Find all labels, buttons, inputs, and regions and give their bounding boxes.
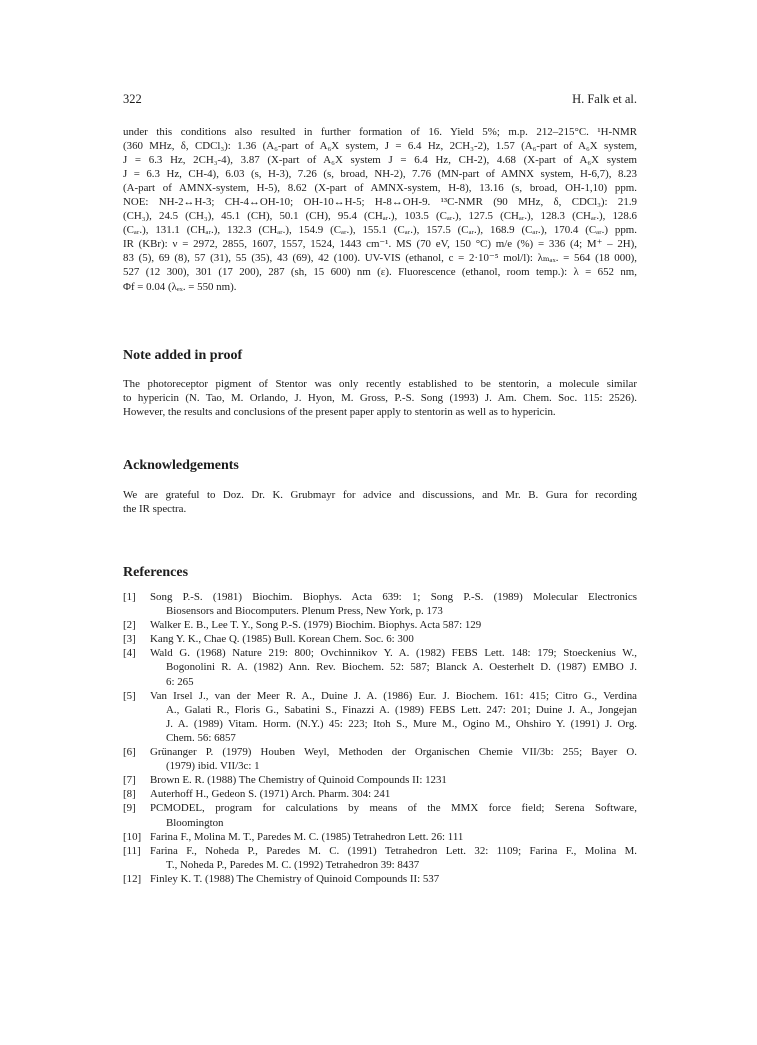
reference-line: Song P.-S. (1981) Biochim. Biophys. Acta 639: 1; Song P.-S. (1989) Molecular Electronics (150, 591, 637, 603)
reference-item (123, 646, 637, 688)
reference-item (123, 787, 637, 801)
reference-number: [9] (123, 802, 136, 815)
reference-item (123, 801, 637, 829)
reference-item (123, 745, 637, 773)
reference-number: [12] (123, 872, 142, 885)
reference-line: 6: 265 (166, 675, 194, 688)
note-heading: Note added in proof (123, 348, 243, 363)
experimental-line: (360 MHz, δ, CDCl₃): 1.36 (A₆-part of A₆X system, J = 6.4 Hz, 2CH₃-2), 1.57 (A₆-part of A₆X system, (123, 140, 637, 153)
experimental-line: (Cₐᵣ.), 131.1 (CHₐᵣ.), 132.3 (CHₐᵣ.), 154.9 (Cₐᵣ.), 155.1 (Cₐᵣ.), 157.5 (Cₐᵣ.), 168.9 (Cₐᵣ.), 170.4 (Cₐᵣ.) ppm. (123, 224, 637, 237)
reference-line: Farina F., Molina M. T., Paredes M. C. (1985) Tetrahedron Lett. 26: 111 (150, 830, 464, 843)
reference-number: [1] (123, 591, 136, 603)
reference-line: Chem. 56: 6857 (166, 731, 236, 744)
reference-number: [5] (123, 689, 136, 702)
experimental-line: (CH₃), 24.5 (CH₃), 45.1 (CH), 50.1 (CH), 95.4 (CHₐᵣ.), 103.5 (Cₐᵣ.), 127.5 (CHₐᵣ.), 128.3 (CHₐᵣ.), 128.6 (123, 210, 637, 223)
reference-line: A., Galati R., Floris G., Sabatini S., Finazzi A. (1989) FEBS Lett. 247: 201; Duine J. A., Jongejan (166, 703, 637, 716)
reference-item (123, 618, 637, 632)
acknowledgements-line: the IR spectra. (123, 503, 187, 516)
reference-item (123, 689, 637, 745)
reference-line: Farina F., Noheda P., Paredes M. C. (1991) Tetrahedron Lett. 32: 1109; Farina F., Molina M. (150, 844, 637, 857)
experimental-line: NOE: NH-2↔H-3; CH-4↔OH-10; OH-10↔H-5; H-8↔OH-9. ¹³C-NMR (90 MHz, δ, CDCl₃): 21.9 (123, 196, 637, 209)
reference-line: Brown E. R. (1988) The Chemistry of Quinoid Compounds II: 1231 (150, 774, 447, 787)
reference-number: [8] (123, 788, 136, 801)
experimental-line: 83 (5), 69 (8), 57 (31), 55 (35), 43 (69), 42 (100). UV-VIS (ethanol, c = 2·10⁻⁵ mol/l): λₘₐₓ. = 564 (18 000), (123, 252, 637, 265)
reference-line: Finley K. T. (1988) The Chemistry of Quinoid Compounds II: 537 (150, 872, 440, 885)
reference-line: (1979) ibid. VII/3c: 1 (166, 760, 260, 773)
reference-number: [10] (123, 830, 142, 843)
reference-line: Bloomington (166, 816, 224, 829)
acknowledgements-paragraph (123, 488, 637, 516)
reference-list (123, 590, 637, 886)
experimental-line: J = 6.3 Hz, CH-4), 6.03 (s, H-3), 7.26 (s, broad, NH-2), 7.76 (MN-part of AMNX system, H-6,7), 8.23 (123, 168, 637, 181)
experimental-line: (A-part of AMNX-system, H-5), 8.62 (X-part of AMNX-system, H-8), 13.16 (s, broad, OH-1,10) ppm. (123, 182, 637, 195)
running-head-authors: H. Falk et al. (572, 92, 637, 106)
reference-item (123, 872, 637, 886)
reference-item (123, 830, 637, 844)
note-paragraph (123, 377, 637, 419)
reference-item (123, 590, 637, 618)
note-line: The photoreceptor pigment of Stentor was only recently established to be stentorin, a molecule similar (123, 378, 637, 390)
reference-line: Bogonolini R. A. (1982) Ann. Rev. Biochem. 52: 587; Blanck A. Oesterhelt D. (1987) EMBO J. (166, 661, 637, 674)
reference-item (123, 773, 637, 787)
reference-number: [11] (123, 844, 141, 857)
reference-line: Wald G. (1968) Nature 219: 800; Ovchinnikov Y. A. (1982) FEBS Lett. 148: 179; Stoeckenius W., (150, 647, 637, 660)
reference-number: [3] (123, 633, 136, 646)
reference-line: J. A. (1989) Vitam. Horm. (N.Y.) 45: 223; Itoh S., Mure M., Ogino M., Ohshiro Y. (1991) J. Org. (166, 717, 637, 730)
acknowledgements-heading: Acknowledgements (123, 458, 239, 473)
experimental-paragraph (123, 125, 637, 294)
experimental-line: under this conditions also resulted in further formation of 16. Yield 5%; m.p. 212–215°C. ¹H-NMR (123, 126, 637, 138)
experimental-line: IR (KBr): ν = 2972, 2855, 1607, 1557, 1524, 1443 cm⁻¹. MS (70 eV, 150 °C) m/e (%) = 336 (4; M⁺ – 2H), (123, 238, 637, 251)
reference-number: [7] (123, 774, 136, 787)
experimental-line: 527 (12 300), 301 (17 200), 287 (sh, 15 600) nm (ε). Fluorescence (ethanol, room temp.): λ = 652 nm, (123, 266, 637, 279)
reference-item (123, 632, 637, 646)
reference-line: Walker E. B., Lee T. Y., Song P.-S. (1979) Biochim. Biophys. Acta 587: 129 (150, 619, 482, 632)
reference-line: Van Irsel J., van der Meer R. A., Duine J. A. (1986) Eur. J. Biochem. 161: 415; Citro G., Verdina (150, 689, 637, 702)
reference-line: Biosensors and Biocomputers. Plenum Press, New York, p. 173 (166, 605, 443, 618)
reference-line: Grünanger P. (1979) Houben Weyl, Methoden der Organischen Chemie VII/3b: 255; Bayer O. (150, 746, 637, 759)
reference-number: [6] (123, 746, 136, 759)
reference-line: Auterhoff H., Gedeon S. (1971) Arch. Pharm. 304: 241 (150, 788, 391, 801)
reference-line: T., Noheda P., Paredes M. C. (1992) Tetrahedron 39: 8437 (166, 858, 420, 871)
experimental-line: J = 6.3 Hz, 2CH₃-4), 3.87 (X-part of A₆X system J = 6.4 Hz, CH-2), 4.68 (X-part of A₆X system (123, 154, 637, 167)
note-line: to hypericin (N. Tao, M. Orlando, J. Hyon, M. Gross, P.-S. Song (1993) J. Am. Chem. Soc. 115: 2526). (123, 392, 637, 405)
reference-number: [4] (123, 647, 136, 660)
page-number: 322 (123, 92, 142, 106)
reference-number: [2] (123, 619, 136, 632)
note-line: However, the results and conclusions of the present paper apply to stentorin as well as to hypericin. (123, 406, 556, 419)
experimental-line: Φf = 0.04 (λₑₓ. = 550 nm). (123, 280, 237, 293)
reference-line: PCMODEL, program for calculations by means of the MMX force field; Serena Software, (150, 802, 637, 815)
acknowledgements-line: We are grateful to Doz. Dr. K. Grubmayr for advice and discussions, and Mr. B. Gura for recording (123, 489, 637, 501)
reference-line: Kang Y. K., Chae Q. (1985) Bull. Korean Chem. Soc. 6: 300 (150, 633, 414, 646)
reference-item (123, 844, 637, 872)
references-heading: References (123, 565, 189, 580)
running-header (123, 92, 637, 108)
